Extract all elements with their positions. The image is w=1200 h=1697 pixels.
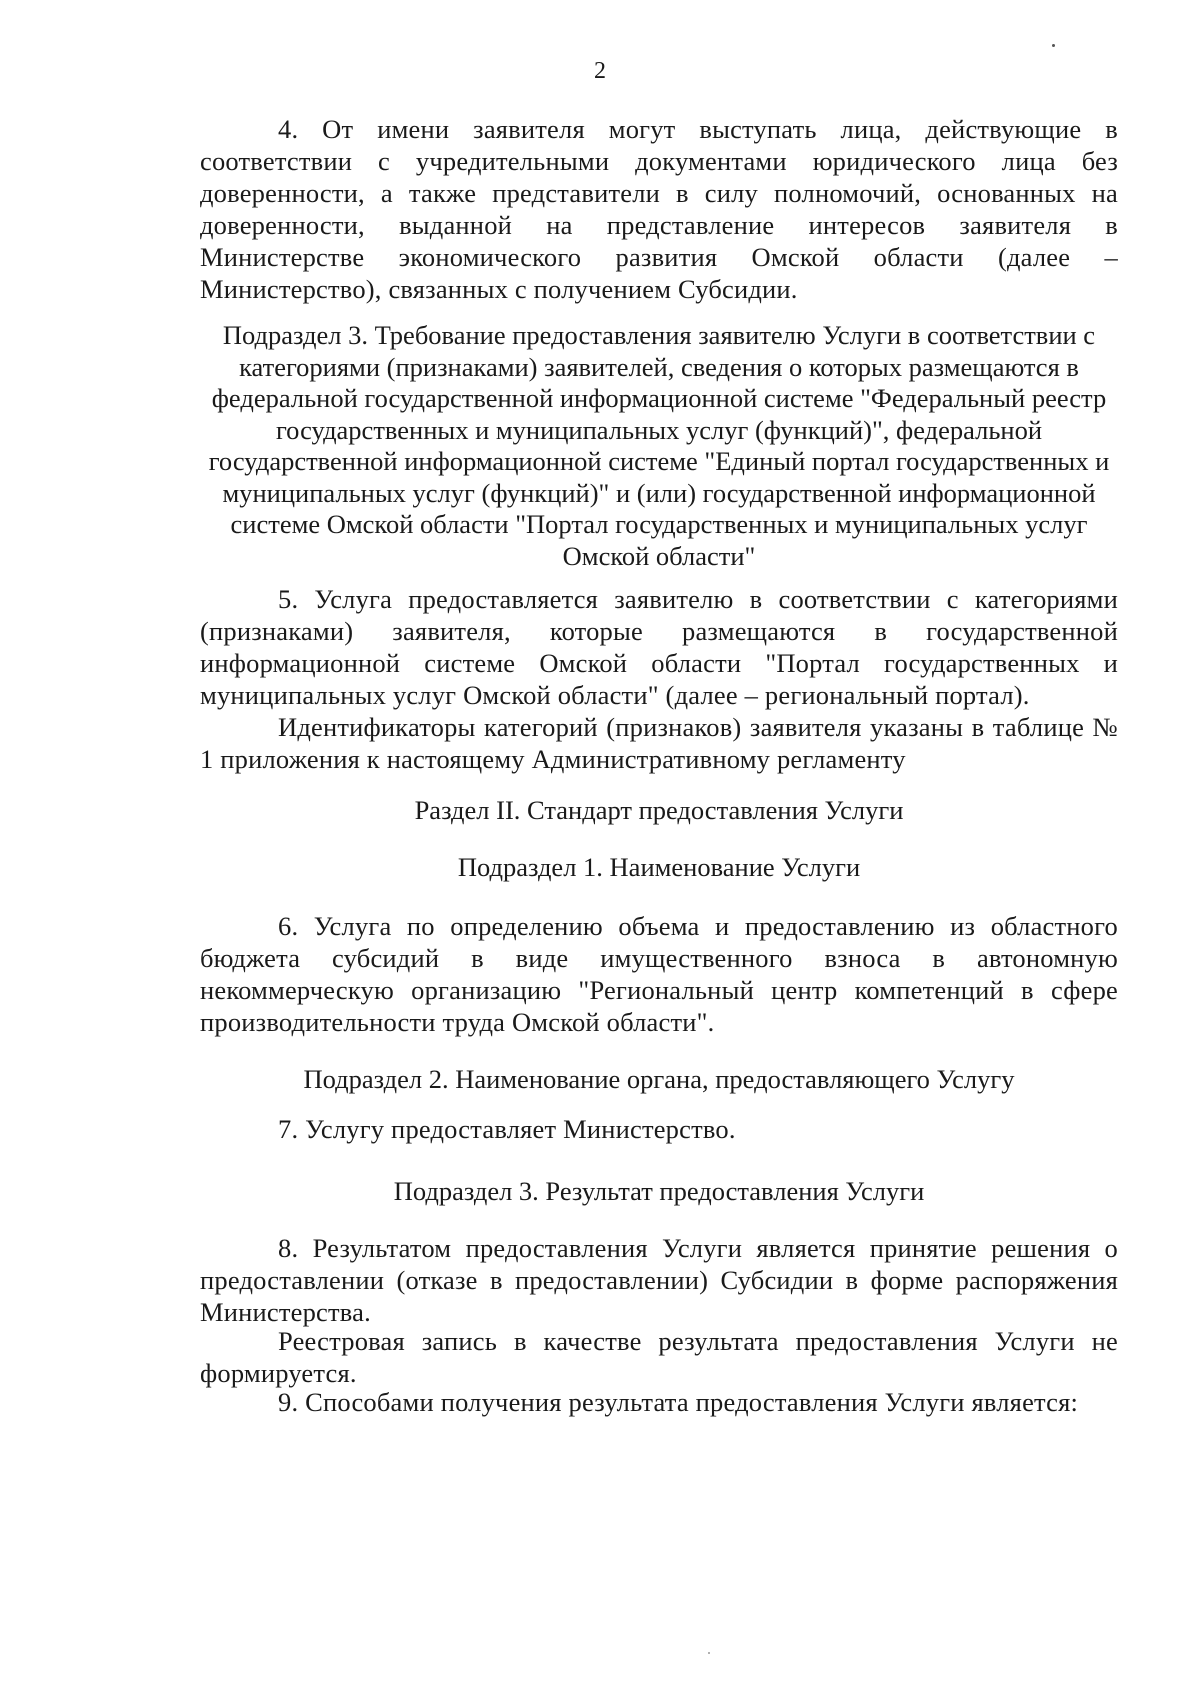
paragraph-8: 8. Результатом предоставления Услуги является принятие решения о предоставлении (отказе в предоставлении) Субсидии в форме распоряжения Министерства. (200, 1233, 1118, 1327)
page-number: 2 (594, 58, 606, 84)
section-2-heading: Раздел II. Стандарт предоставления Услуги (414, 795, 904, 825)
paragraph-7: 7. Услугу предоставляет Министерство. (278, 1114, 736, 1144)
subsection-2-organ-heading: Подраздел 2. Наименование органа, предоставляющего Услугу (303, 1064, 1015, 1094)
paragraph-8-registry: Реестровая запись в качестве результата предоставления Услуги не формируется. (200, 1326, 1118, 1388)
paragraph-6: 6. Услуга по определению объема и предоставлению из областного бюджета субсидий в виде имущественного взноса в автономную некоммерческую организацию "Региональный центр компетенций в сфере производительности труда Омской области". (200, 911, 1118, 1037)
scan-speck (1052, 44, 1055, 47)
paragraph-5: 5. Услуга предоставляется заявителю в соответствии с категориями (признаками) заявителя, которые размещаются в государственной информационной системе Омской области "Портал государственных и муниципальных услуг Омской области" (далее – региональный портал). (200, 584, 1118, 710)
subsection-3-requirement-heading: Подраздел 3. Требование предоставления заявителю Услуги в соответствии с категориями (признаками) заявителей, сведения о которых размещаются в федеральной государственной информационной системе "Федеральный реестр государственных и муниципальных услуг (функций)", федеральной государственной информационной системе "Единый портал государственных и муниципальных услуг (функций)" и (или) государственной информационной системе Омской области "Портал государственных и муниципальных услуг Омской области" (208, 320, 1110, 571)
scan-speck (708, 1652, 710, 1654)
paragraph-4: 4. От имени заявителя могут выступать лица, действующие в соответствии с учредительными документами юридического лица без доверенности, а также представители в силу полномочий, основанных на доверенности, выданной на представление интересов заявителя в Министерстве экономического развития Омской области (далее – Министерство), связанных с получением Субсидии. (200, 114, 1118, 304)
subsection-1-name-heading: Подраздел 1. Наименование Услуги (457, 852, 861, 882)
paragraph-5-identifiers: Идентификаторы категорий (признаков) заявителя указаны в таблице № 1 приложения к настоящему Административному регламенту (200, 712, 1118, 774)
subsection-3-result-heading: Подраздел 3. Результат предоставления Услуги (393, 1176, 925, 1206)
paragraph-9: 9. Способами получения результата предоставления Услуги является: (278, 1387, 1079, 1417)
